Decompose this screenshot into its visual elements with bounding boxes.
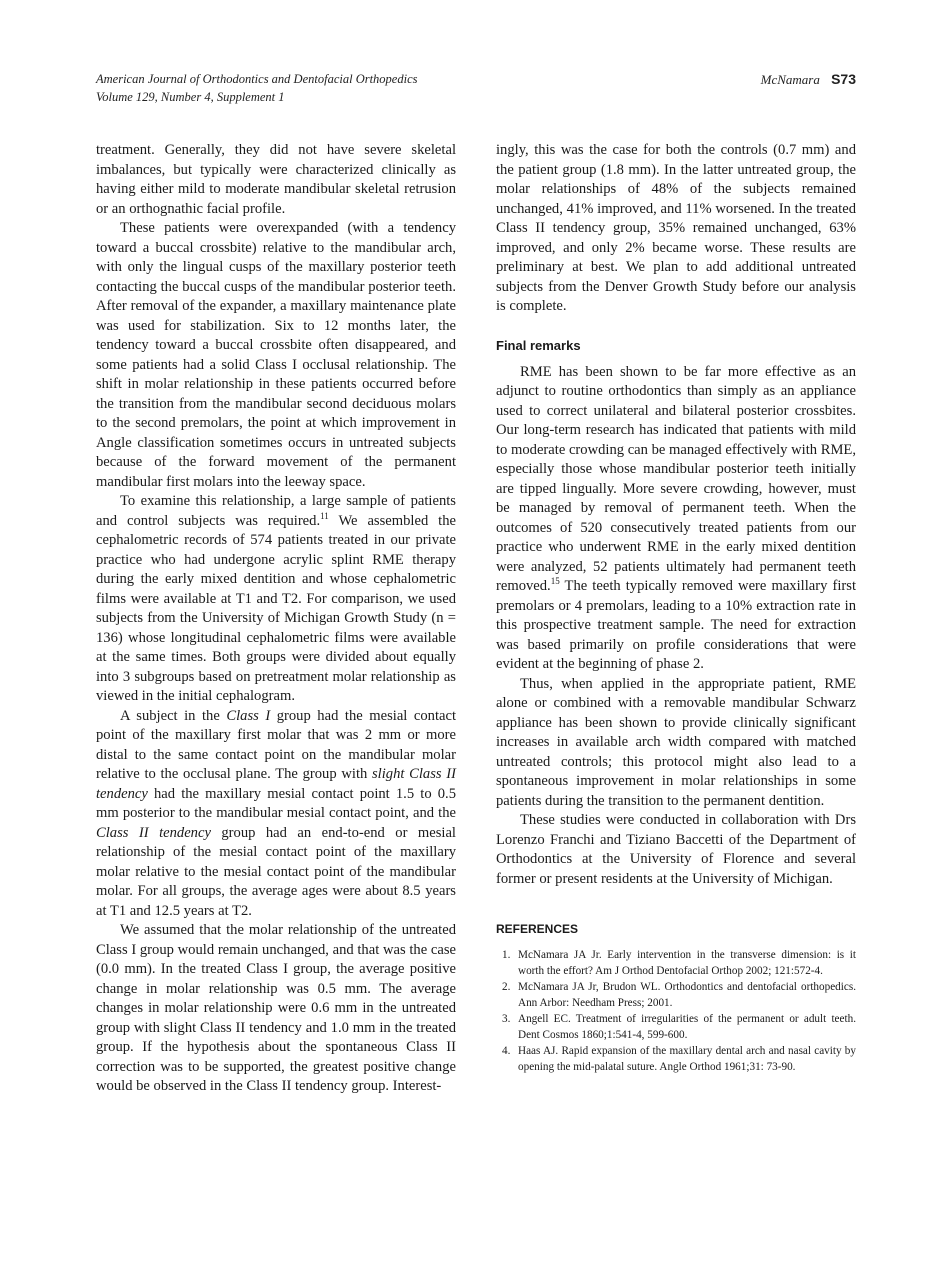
reference-number: 3. — [502, 1013, 511, 1025]
paragraph: These patients were overexpanded (with a tendency toward a buccal crossbite) relative to the mandibular arch, with only the lingual cusps of the maxillary posterior teeth contacting the buccal cusps of the mandibular posterior teeth. After removal of the expander, a maxillary maintenance plate was used for stabilization. Six to 12 months later, the tendency toward a buccal crossbite often disappeared, and some patients had a solid Class I occlusal relationship. The shift in molar relationship in these patients occurred before the transition from the mandibular second deciduous molars to the second premolars, the point at which improvement in Angle classification sometimes occurs in untreated subjects because of the forward movement of the permanent mandibular first molars into the leeway space. — [96, 220, 456, 490]
running-author: McNamara — [760, 72, 820, 87]
citation-15: 15 — [550, 576, 560, 587]
text-run: A subject in the — [120, 707, 227, 724]
running-header-left — [96, 70, 418, 106]
text-run: group had an end-to-end or mesial relationship of the mesial contact point of the maxillary molar relative to the mesial contact point of the mandibular molar. For all groups, the average ages were about 8.5 years at T1 and 12.5 years at T2. — [96, 824, 456, 919]
reference-number: 1. — [502, 949, 511, 961]
reference-item — [496, 979, 856, 1011]
paragraph: Thus, when applied in the appropriate patient, RME alone or combined with a removable mandibular Schwarz appliance has been shown to provide clinically significant increases in available arch width compared with matched untreated controls; this protocol might also lead to a spontaneous improvement in molar relationships in some patients during the transition to the permanent dentition. — [496, 675, 856, 809]
reference-item — [496, 1043, 856, 1075]
italic-term: Class II tendency — [96, 824, 211, 841]
text-run: We assembled the cephalometric records of 574 patients treated in our private practice who had undergone acrylic splint RME therapy during the early mixed dentition and whose cephalometric films were available at T1 and T2. For comparison, we used subjects from the University of Michigan Growth Study (n = 136) whose longitudinal cephalometric films were available at the same times. Both groups were divided about equally into 3 subgroups based on pretreatment molar relationship as viewed in the initial cephalogram. — [96, 512, 457, 704]
text-run: had the maxillary mesial contact point 1.5 to 0.5 mm posterior to the mandibular mesial contact point, and the — [96, 785, 456, 821]
section-heading-final-remarks: Final remarks — [496, 337, 581, 353]
paragraph: ingly, this was the case for both the controls (0.7 mm) and the patient group (1.8 mm). In the latter untreated group, the molar relationships of 48% of the subjects remained unchanged, 41% improved, and 11% worsened. In the treated Class II tendency group, 35% remained unchanged, 63% improved, and only 2% became worse. These results are preliminary at best. We plan to add additional untreated subjects from the Denver Growth Study before our analysis is complete. — [496, 142, 856, 314]
text-run: group had the mesial contact point of the maxillary first molar that was 2 mm or more distal to the same contact point on the mandibular molar relative to the occlusal plane. The group with — [96, 707, 457, 782]
running-header-right — [761, 70, 856, 89]
paragraph — [96, 707, 456, 922]
paragraph: We assumed that the molar relationship of the untreated Class I group would remain unchanged, and that was the case (0.0 mm). In the treated Class I group, the average positive change in molar relationship was 0.5 mm. The average changes in molar relationship were 0.6 mm in the untreated group with slight Class II tendency and 1.0 mm in the treated group. If the hypothesis about the spontaneous Class II correction was to be supported, the greatest positive change would be observed in the Class II tendency group. Interest- — [96, 922, 456, 1094]
paragraph — [496, 363, 856, 675]
paragraph — [96, 492, 456, 707]
italic-term: Class I — [226, 707, 271, 724]
reference-item — [496, 947, 856, 979]
text-run: RME has been shown to be far more effective as an adjunct to routine orthodontics than simply as an appliance used to correct unilateral and bilateral posterior crossbites. Our long-term research has indicated that patients with mild to moderate crowding can be managed effectively with RME, especially those whose mandibular posterior teeth initially are tipped lingually. More severe crowding, however, must be managed by removal of permanent teeth. When the outcomes of 520 consecutively treated patients from our practice who underwent RME in the early mixed dentition were analyzed, 52 patients ultimately had permanent teeth removed. — [496, 363, 856, 594]
paragraph: treatment. Generally, they did not have severe skeletal imbalances, but typically were characterized clinically as having either mild to moderate mandibular skeletal retrusion or an orthognathic facial profile. — [96, 142, 456, 217]
journal-volume: Volume 129, Number 4, Supplement 1 — [96, 90, 285, 104]
page-number: S73 — [831, 71, 856, 87]
left-column — [96, 141, 456, 1097]
reference-text: Angell EC. Treatment of irregularities of the permanent or adult teeth. Dent Cosmos 1860;1:541-4, 599-600. — [518, 1013, 856, 1041]
reference-list — [496, 947, 856, 1075]
reference-text: McNamara JA Jr, Brudon WL. Orthodontics and dentofacial orthopedics. Ann Arbor: Needham Press; 2001. — [518, 981, 856, 1009]
text-run: To examine this relationship, a large sample of patients and control subjects was required. — [96, 493, 456, 529]
section-heading-references: REFERENCES — [496, 922, 579, 936]
italic-term: slight Class II tendency — [96, 766, 456, 802]
reference-text: McNamara JA Jr. Early intervention in the transverse dimension: is it worth the effort? Am J Orthod Dentofacial Orthop 2002; 121:572-4. — [518, 949, 856, 977]
right-column — [496, 141, 856, 1075]
reference-item — [496, 1011, 856, 1043]
paragraph: These studies were conducted in collaboration with Drs Lorenzo Franchi and Tiziano Baccetti of the Department of Orthodontics at the University of Florence and several former or present residents at the University of Michigan. — [496, 812, 856, 887]
reference-number: 4. — [502, 1045, 511, 1057]
reference-number: 2. — [502, 981, 511, 993]
reference-text: Haas AJ. Rapid expansion of the maxillary dental arch and nasal cavity by opening the mid-palatal suture. Angle Orthod 1961;31: 73-90. — [518, 1045, 856, 1073]
journal-title: American Journal of Orthodontics and Dentofacial Orthopedics — [96, 72, 418, 86]
text-run: The teeth typically removed were maxillary first premolars or 4 premolars, leading to a 10% extraction rate in this prospective treatment sample. The need for extraction was based primarily on profile considerations that were evident at the beginning of phase 2. — [496, 578, 856, 672]
citation-11: 11 — [320, 510, 329, 521]
